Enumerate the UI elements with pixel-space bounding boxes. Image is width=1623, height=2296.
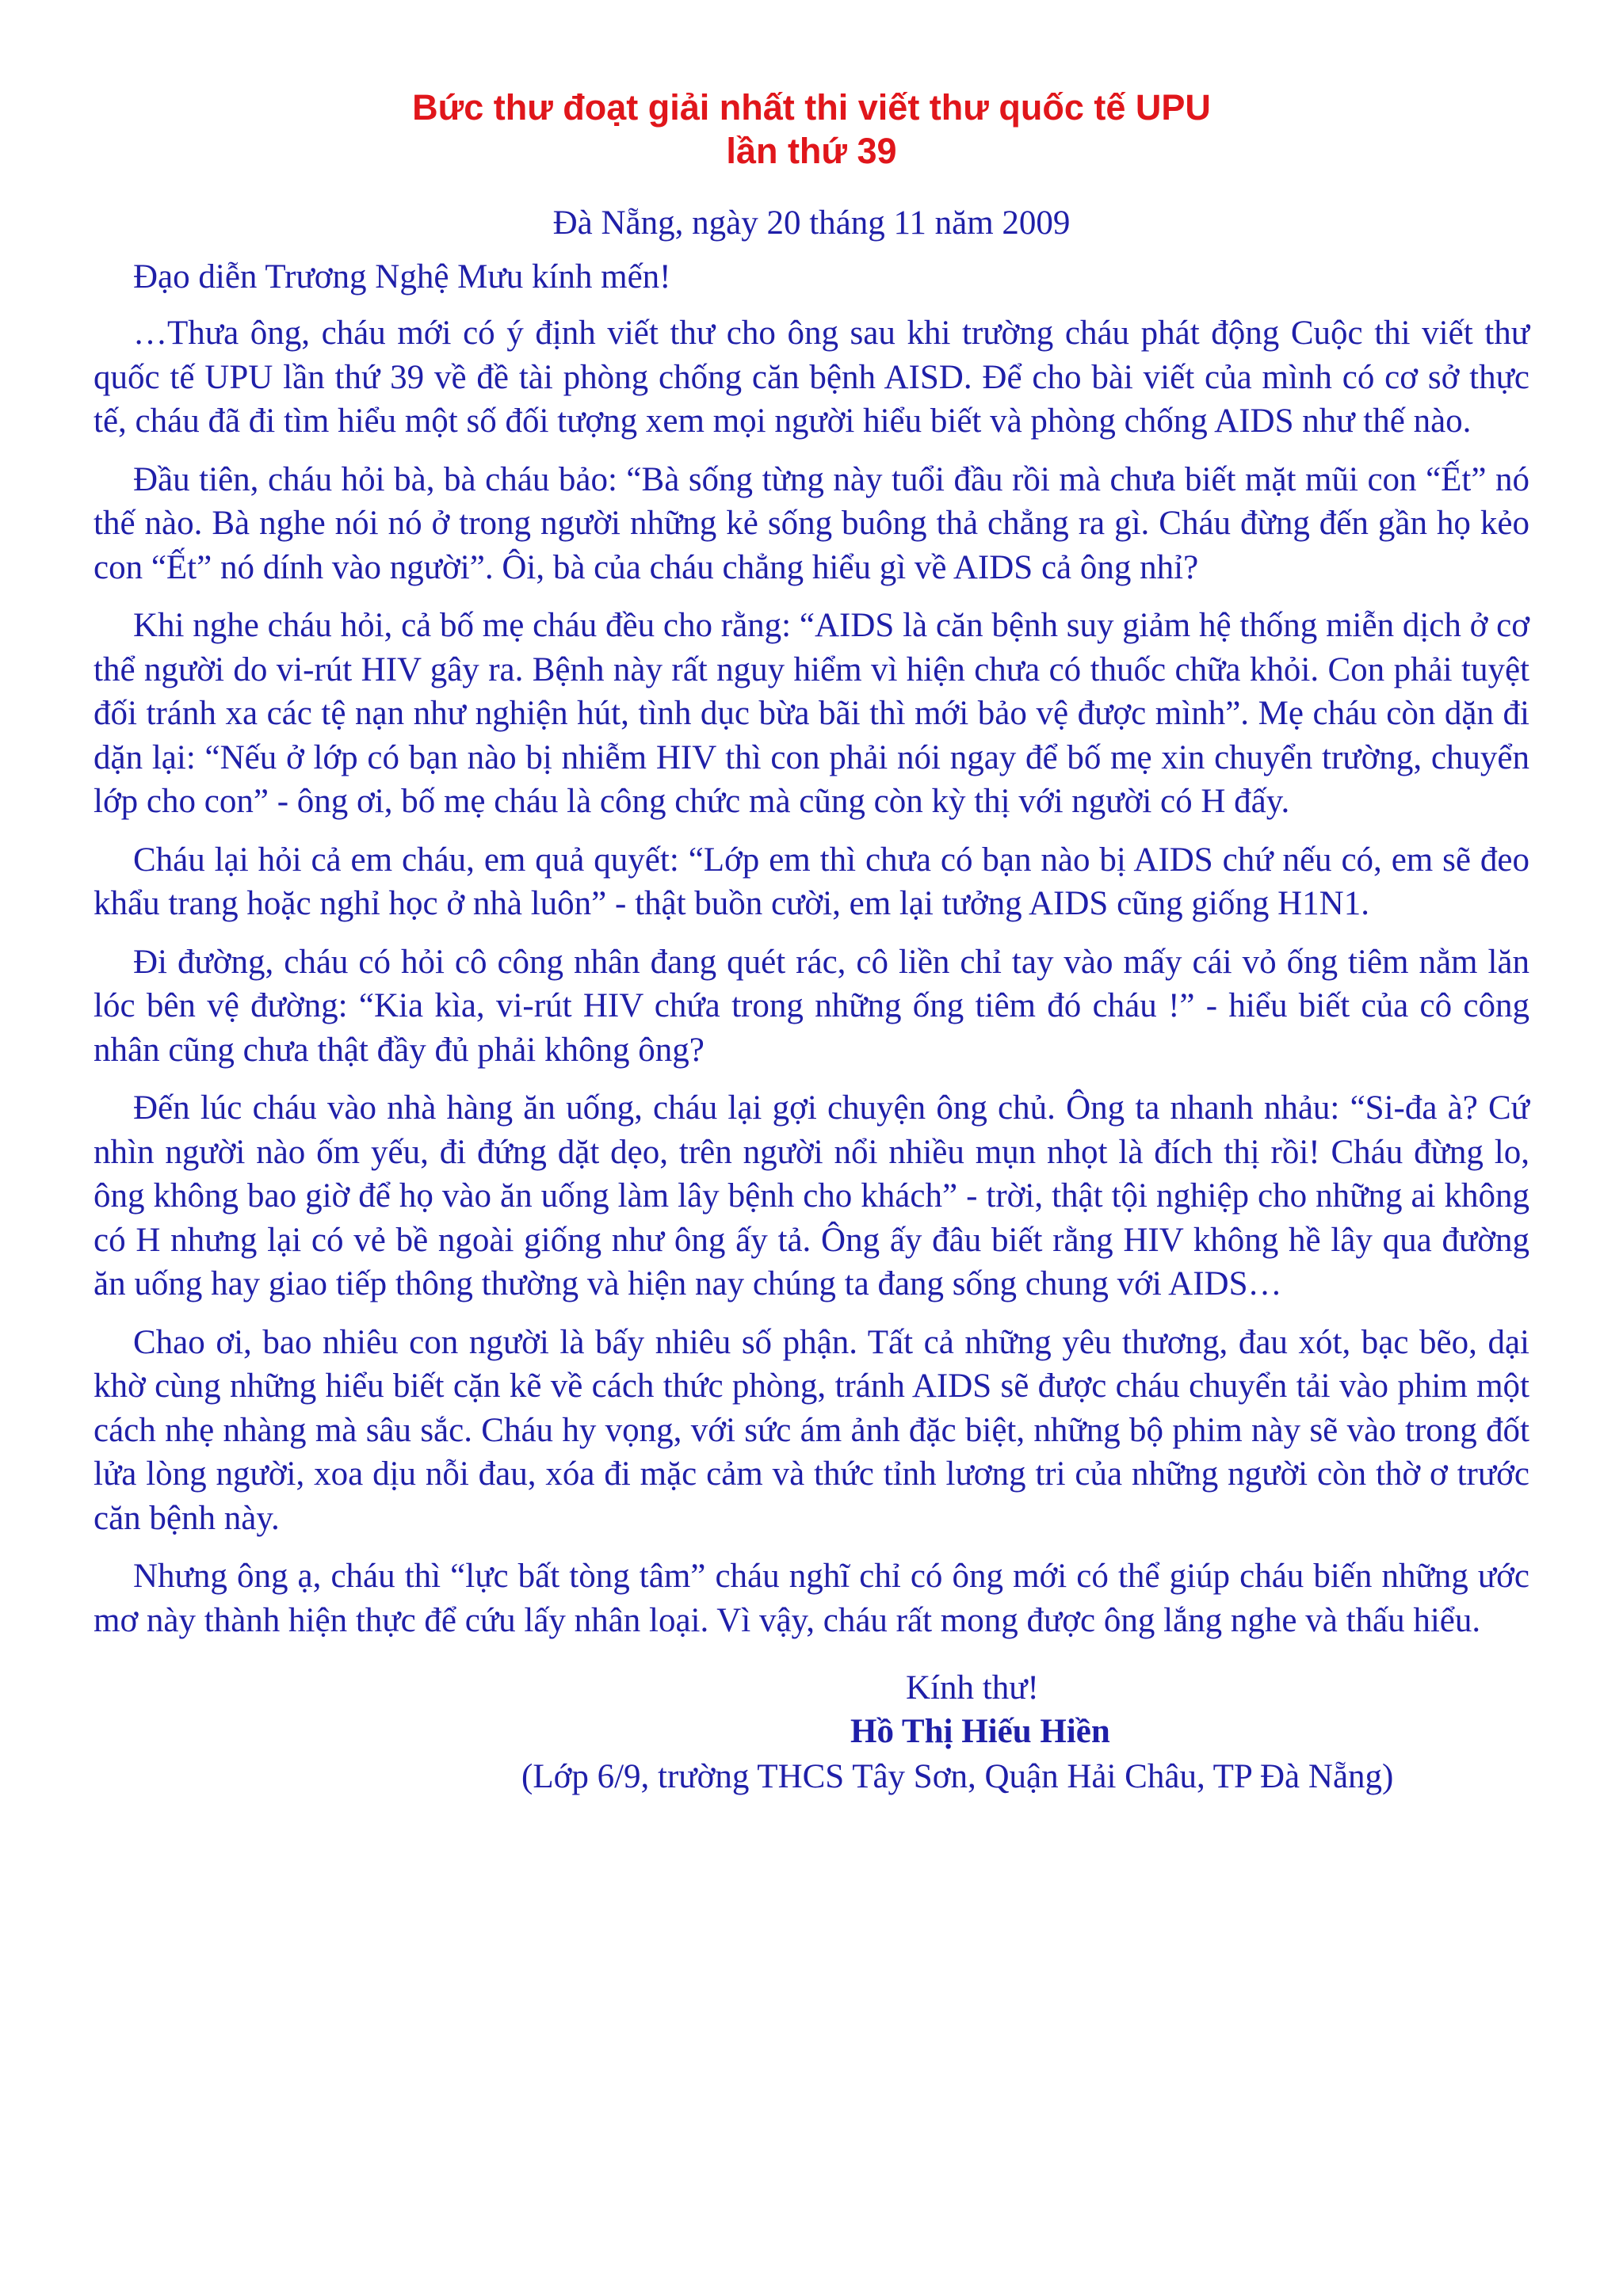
paragraph-5: Đi đường, cháu có hỏi cô công nhân đang quét rác, cô liền chỉ tay vào mấy cái vỏ ống tiêm nằm lăn lóc bên vệ đường: “Kia kìa, vi-rút HIV chứa trong những ống tiêm đó cháu !” - hiểu biết của cô công nhân cũng chưa thật đầy đủ phải không ông?	[94, 943, 1529, 1069]
author-name: Hồ Thị Hiếu Hiền	[850, 1713, 1110, 1750]
paragraph-8: Nhưng ông ạ, cháu thì “lực bất tòng tâm” cháu nghĩ chỉ có ông mới có thể giúp cháu biến những ước mơ này thành hiện thực để cứu lấy nhân loại. Vì vậy, cháu rất mong được ông lắng nghe và thấu hiểu.	[94, 1558, 1529, 1639]
paragraph-2: Đầu tiên, cháu hỏi bà, bà cháu bảo: “Bà sống từng này tuổi đầu rồi mà chưa biết mặt mũi con “Ết” nó thế nào. Bà nghe nói nó ở trong người những kẻ sống buông thả chẳng ra gì. Cháu đừng đến gần họ kẻo con “Ết” nó dính vào người”. Ôi, bà của cháu chẳng hiểu gì về AIDS cả ông nhỉ?	[94, 460, 1529, 586]
letter-closing	[94, 1666, 1529, 1801]
letter-body	[94, 311, 1529, 1642]
letter-page	[94, 86, 1529, 1801]
paragraph-3: Khi nghe cháu hỏi, cả bố mẹ cháu đều cho rằng: “AIDS là căn bệnh suy giảm hệ thống miễn dịch ở cơ thể người do vi-rút HIV gây ra. Bệnh này rất nguy hiểm vì hiện chưa có thuốc chữa khỏi. Con phải tuyệt đối tránh xa các tệ nạn như nghiện hút, tình dục bừa bãi thì mới bảo vệ được mình”. Mẹ cháu còn dặn đi dặn lại: “Nếu ở lớp có bạn nào bị nhiễm HIV thì con phải nói ngay để bố mẹ xin chuyển trường, chuyển lớp cho con” - ông ơi, bố mẹ cháu là công chức mà cũng còn kỳ thị với người có H đấy.	[94, 607, 1529, 820]
salutation: Đạo diễn Trương Nghệ Mưu kính mến!	[133, 257, 671, 296]
paragraph-1: …Thưa ông, cháu mới có ý định viết thư cho ông sau khi trường cháu phát động Cuộc thi viết thư quốc tế UPU lần thứ 39 về đề tài phòng chống căn bệnh AISD. Để cho bài viết của mình có cơ sở thực tế, cháu đã đi tìm hiểu một số đối tượng xem mọi người hiểu biết và phòng chống AIDS như thế nào.	[94, 315, 1529, 440]
author-school: (Lớp 6/9, trường THCS Tây Sơn, Quận Hải Châu, TP Đà Nẵng)	[521, 1758, 1394, 1795]
dateline: Đà Nẵng, ngày 20 tháng 11 năm 2009	[552, 204, 1071, 242]
paragraph-7: Chao ơi, bao nhiêu con người là bấy nhiêu số phận. Tất cả những yêu thương, đau xót, bạc bẽo, dại khờ cùng những hiểu biết cặn kẽ về cách thức phòng, tránh AIDS sẽ được cháu chuyển tải vào phim một cách nhẹ nhàng mà sâu sắc. Cháu hy vọng, với sức ám ảnh đặc biệt, những bộ phim này sẽ vào trong đốt lửa lòng người, xoa dịu nỗi đau, xóa đi mặc cảm và thức tỉnh lương tri của những người còn thờ ơ trước căn bệnh này.	[94, 1323, 1529, 1537]
title-line-2: lần thứ 39	[726, 131, 897, 171]
paragraph-6: Đến lúc cháu vào nhà hàng ăn uống, cháu lại gợi chuyện ông chủ. Ông ta nhanh nhảu: “Si-đa à? Cứ nhìn người nào ốm yếu, đi đứng dặt dẹo, trên người nổi nhiều mụn nhọt là đích thị rồi! Cháu đừng lo, ông không bao giờ để họ vào ăn uống làm lây bệnh cho khách” - trời, thật tội nghiệp cho những ai không có H nhưng lại có vẻ bề ngoài giống như ông ấy tả. Ông ấy đâu biết rằng HIV không hề lây qua đường ăn uống hay giao tiếp thông thường và hiện nay chúng ta đang sống chung với AIDS…	[94, 1089, 1529, 1302]
title-line-1: Bức thư đoạt giải nhất thi viết thư quốc tế UPU	[412, 87, 1211, 128]
closing-greeting: Kính thư!	[906, 1669, 1039, 1707]
letter-title	[94, 86, 1529, 173]
paragraph-4: Cháu lại hỏi cả em cháu, em quả quyết: “Lớp em thì chưa có bạn nào bị AIDS chứ nếu có, em sẽ đeo khẩu trang hoặc nghỉ học ở nhà luôn” - thật buồn cười, em lại tưởng AIDS cũng giống H1N1.	[94, 841, 1529, 922]
